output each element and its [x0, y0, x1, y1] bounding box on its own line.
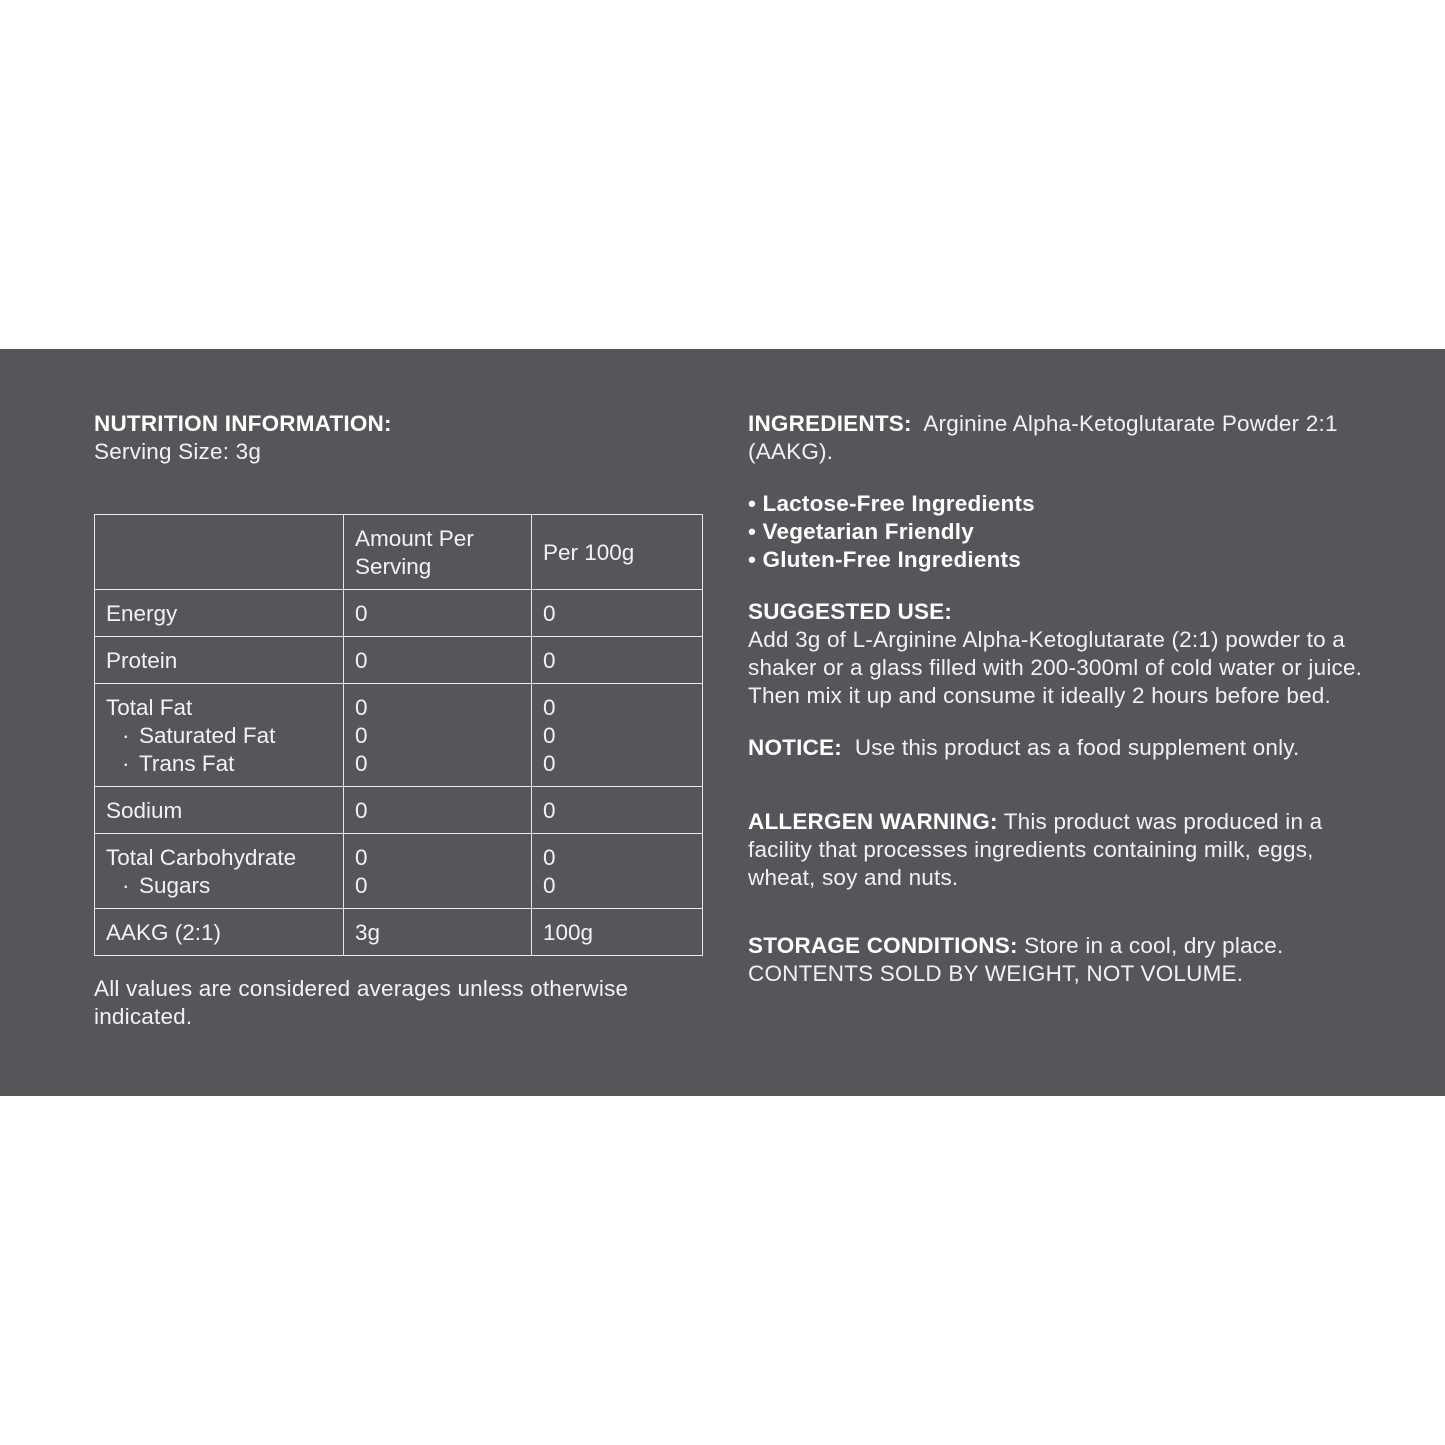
suggested-use-heading: SUGGESTED USE: [748, 599, 953, 624]
row-per-serving: 0 [355, 695, 368, 720]
notice-heading: NOTICE: [748, 735, 842, 760]
notice-block [748, 734, 1408, 762]
nutrition-column [94, 410, 714, 1029]
allergen-block [748, 808, 1358, 892]
features-list [748, 490, 1408, 574]
footnote: All values are considered averages unless otherwise indicated. [94, 976, 629, 1029]
row-per-100g: 0 [543, 695, 556, 720]
table-row [95, 684, 703, 787]
header-cell-per-100g: Per 100g [532, 515, 703, 590]
feature-item: • Gluten-Free Ingredients [748, 547, 1021, 572]
storage-text: Store in a cool, dry place. [1024, 933, 1284, 958]
row-per-100g: 0 [532, 637, 703, 684]
row-label: Energy [95, 590, 344, 637]
row-per-serving-group [344, 834, 532, 909]
row-per-100g: 0 [532, 590, 703, 637]
row-per-serving: 0 [344, 787, 532, 834]
ingredients-heading: INGREDIENTS: [748, 411, 912, 436]
table-row [95, 909, 703, 956]
row-label: Sodium [95, 787, 344, 834]
subrow-per-serving: 0 [355, 723, 368, 748]
row-label-group [95, 684, 344, 787]
subrow-label-wrap [106, 872, 332, 900]
bullet-dot-icon: · [122, 873, 130, 898]
subrow-per-100g: 0 [543, 751, 556, 776]
table-row [95, 787, 703, 834]
row-per-serving: 3g [344, 909, 532, 956]
subrow-label-wrap [106, 750, 332, 778]
nutrition-table [94, 514, 703, 956]
ingredients-text: Arginine Alpha-Ketoglutarate Powder 2:1 (AAKG). [748, 411, 1338, 464]
row-label-group [95, 834, 344, 909]
info-column [748, 410, 1408, 988]
ingredients-block [748, 410, 1408, 466]
allergen-text: This product was produced in a facility that processes ingredients containing milk, eggs, wheat, soy and nuts. [748, 809, 1323, 890]
storage-extra: CONTENTS SOLD BY WEIGHT, NOT VOLUME. [748, 961, 1244, 986]
row-label: Total Carbohydrate [106, 845, 297, 870]
subrow-per-serving: 0 [355, 873, 368, 898]
storage-heading: STORAGE CONDITIONS: [748, 933, 1018, 958]
header-cell-empty [95, 515, 344, 590]
row-per-serving-group [344, 684, 532, 787]
row-per-100g-group [532, 684, 703, 787]
bullet-dot-icon: · [122, 723, 130, 748]
storage-block [748, 932, 1408, 988]
subrow-label: Sugars [139, 873, 211, 898]
row-per-100g-group [532, 834, 703, 909]
row-label: Protein [95, 637, 344, 684]
notice-text: Use this product as a food supplement only. [854, 735, 1300, 760]
row-per-100g: 0 [543, 845, 556, 870]
row-per-100g: 100g [532, 909, 703, 956]
suggested-use-text: Add 3g of L-Arginine Alpha-Ketoglutarate (2:1) powder to a shaker or a glass filled with 200-300ml of cold water or juice. Then mix it up and consume it ideally 2 hours before bed. [748, 627, 1363, 708]
bullet-dot-icon: · [122, 751, 130, 776]
subrow-per-100g: 0 [543, 723, 556, 748]
feature-item: • Lactose-Free Ingredients [748, 491, 1035, 516]
subrow-per-100g: 0 [543, 873, 556, 898]
row-label: AAKG (2:1) [95, 909, 344, 956]
suggested-use-block [748, 598, 1368, 710]
subrow-label-wrap [106, 722, 332, 750]
subrow-label: Trans Fat [139, 751, 235, 776]
subrow-per-serving: 0 [355, 751, 368, 776]
feature-item: • Vegetarian Friendly [748, 519, 974, 544]
row-per-serving: 0 [344, 637, 532, 684]
table-header-row [95, 515, 703, 590]
nutrition-heading: NUTRITION INFORMATION: [94, 411, 392, 436]
row-per-serving: 0 [355, 845, 368, 870]
row-per-100g: 0 [532, 787, 703, 834]
serving-size: Serving Size: 3g [94, 439, 262, 464]
header-cell-per-serving: Amount Per Serving [344, 515, 532, 590]
row-per-serving: 0 [344, 590, 532, 637]
subrow-label: Saturated Fat [139, 723, 276, 748]
table-row [95, 834, 703, 909]
row-label: Total Fat [106, 695, 193, 720]
label-panel [0, 349, 1445, 1096]
table-row [95, 590, 703, 637]
table-row [95, 637, 703, 684]
allergen-heading: ALLERGEN WARNING: [748, 809, 998, 834]
